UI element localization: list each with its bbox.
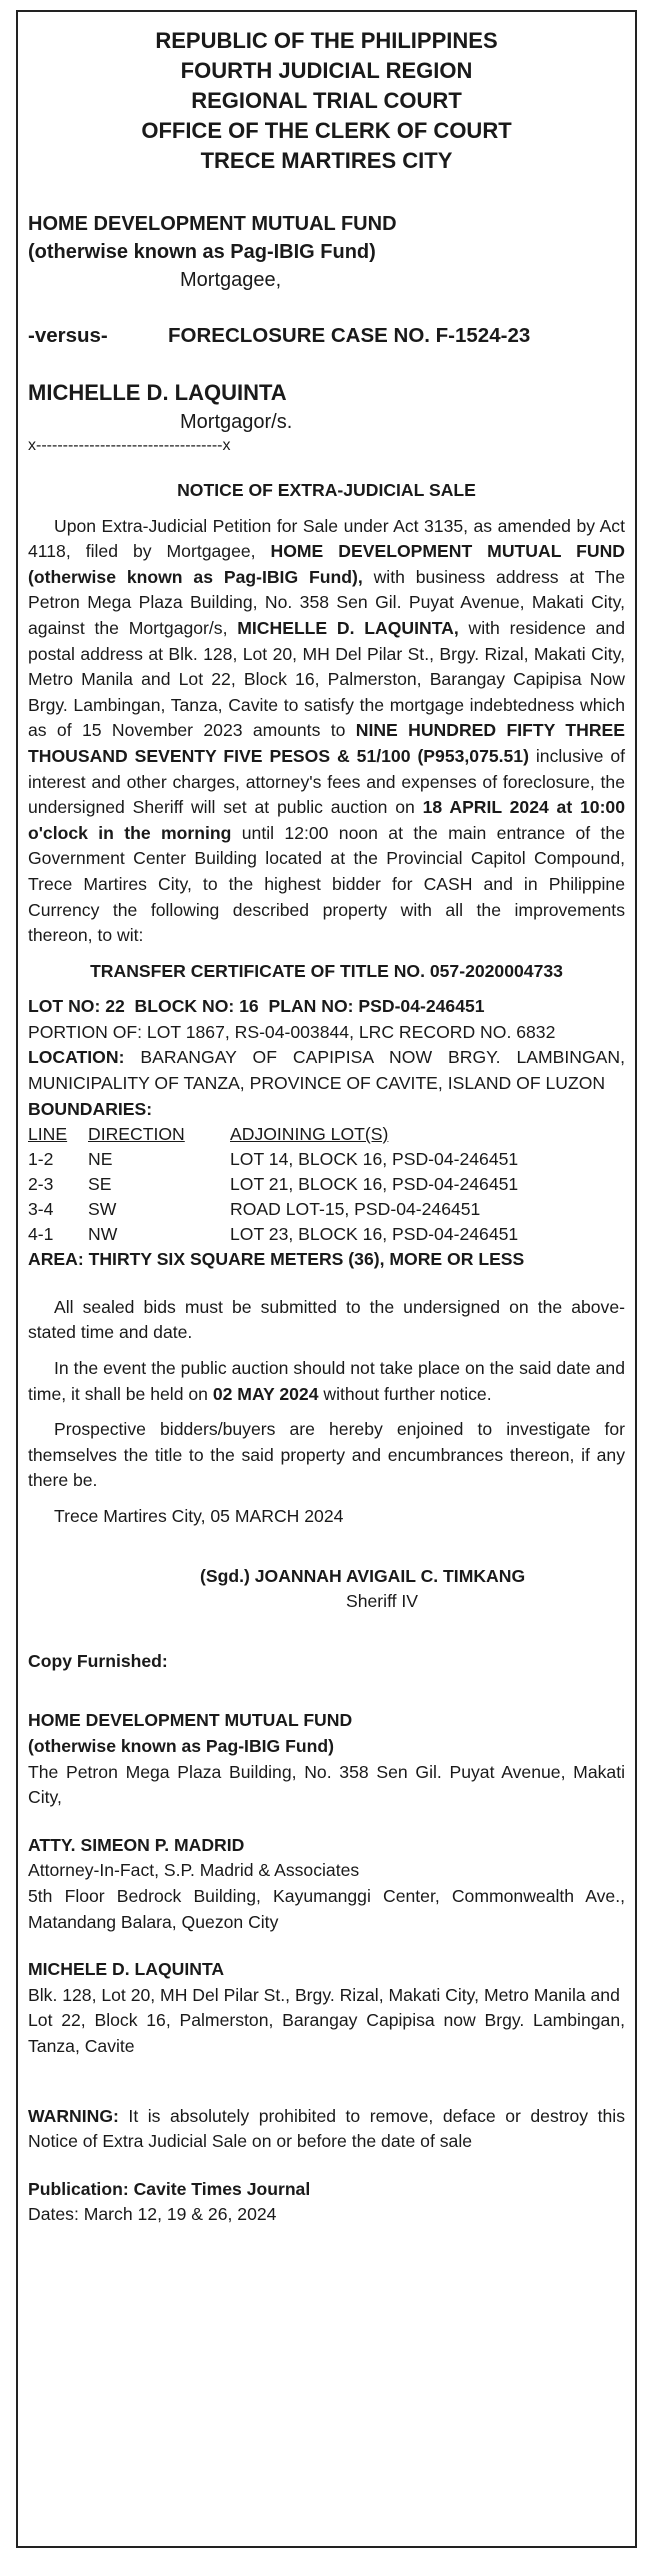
plaintiff-role: Mortgagee, <box>180 269 282 291</box>
recipient-firm: Attorney-In-Fact, S.P. Madrid & Associates <box>28 1860 360 1881</box>
notice-title: NOTICE OF EXTRA-JUDICIAL SALE <box>177 480 476 500</box>
p1-text-a: Upon Extra-Judicial Petition for Sale under Act 3135, as amended by Act 4118, filed by Mortgagee, <box>28 515 625 562</box>
notice-paragraph-4: Prospective bidders/buyers are hereby enjoined to investigate for themselves the title to the said property and encumbrances thereon, if any there be. <box>28 1419 625 1491</box>
table-cell: NW <box>88 1224 118 1245</box>
lot-line: LOT NO: 22 BLOCK NO: 16 PLAN NO: PSD-04-246451 <box>28 996 485 1017</box>
copy-recipient-2 <box>28 1833 625 1935</box>
tct-number: TRANSFER CERTIFICATE OF TITLE NO. 057-2020004733 <box>90 960 563 981</box>
column-header: DIRECTION <box>88 1124 185 1145</box>
p1-text-i: until 12:00 noon at the main entrance of the Government Center Building located at the Provincial Capitol Compound, Trece Martires City, to the highest bidder for CASH and in Philippine Currency the following described property with all the improvements thereon, to wit: <box>28 822 625 946</box>
defendant-role: Mortgagor/s. <box>180 411 293 433</box>
publication-dates: Dates: March 12, 19 & 26, 2024 <box>28 2204 277 2225</box>
location-line <box>28 1045 625 1096</box>
place-and-date: Trece Martires City, 05 MARCH 2024 <box>54 1506 344 1526</box>
copy-recipient-1 <box>28 1708 625 1810</box>
p3-text-c: without further notice. <box>318 1383 492 1404</box>
location-label: LOCATION: <box>28 1047 125 1068</box>
defendant-name: MICHELLE D. LAQUINTA <box>28 380 287 405</box>
table-cell: ROAD LOT-15, PSD-04-246451 <box>230 1199 481 1220</box>
column-header: ADJOINING LOT(S) <box>230 1124 389 1145</box>
warning-label: WARNING: <box>28 2105 119 2126</box>
table-cell: 3-4 <box>28 1199 54 1220</box>
header-line-3: REGIONAL TRIAL COURT <box>191 88 462 113</box>
table-cell: LOT 14, BLOCK 16, PSD-04-246451 <box>230 1149 519 1170</box>
sheriff-title: Sheriff IV <box>346 1591 419 1612</box>
caption-separator: x-----------------------------------x <box>28 437 231 454</box>
table-row <box>28 1172 625 1197</box>
p1-text-e: with residence and postal address at Blk. 128, Lot 20, MH Del Pilar St., Brgy. Rizal, Makati City, Metro Manila and Lot 22, Block 16, Palmerston, Barangay Capipisa Now Brgy. Lambingan, Tanza, Cavite to satisfy the mortgage indebtedness which as of 15 November 2023 amounts to <box>28 617 625 741</box>
boundaries-table <box>28 1122 625 1247</box>
boundaries-header-row <box>28 1122 625 1147</box>
column-header: LINE <box>28 1124 68 1145</box>
alternate-auction-date: 02 MAY 2024 <box>212 1383 319 1404</box>
plaintiff-aka: (otherwise known as Pag-IBIG Fund) <box>28 241 376 263</box>
mortgagee-name: HOME DEVELOPMENT MUTUAL FUND (otherwise known as Pag-IBIG Fund), <box>28 541 625 587</box>
header-line-4: OFFICE OF THE CLERK OF COURT <box>141 118 512 143</box>
recipient-name: HOME DEVELOPMENT MUTUAL FUND <box>28 1710 353 1731</box>
table-cell: 4-1 <box>28 1224 54 1245</box>
notice-paragraph-3 <box>28 1356 625 1407</box>
table-cell: LOT 21, BLOCK 16, PSD-04-246451 <box>230 1174 519 1195</box>
table-row <box>28 1147 625 1172</box>
header-line-5: TRECE MARTIRES CITY <box>200 148 453 173</box>
warning-text: It is absolutely prohibited to remove, deface or destroy this Notice of Extra Judicial Sale on or before the date of sale <box>28 2105 625 2152</box>
header-line-1: REPUBLIC OF THE PHILIPPINES <box>155 28 498 53</box>
notice-frame <box>16 10 637 2548</box>
publication-label: Publication: <box>28 2178 129 2199</box>
p1-text-c: with business address at The Petron Mega Plaza Building, No. 358 Sen Gil. Puyat Avenue, Makati City, against the Mortgagor/s, <box>28 566 625 638</box>
recipient-name: ATTY. SIMEON P. MADRID <box>28 1834 245 1855</box>
p1-text-g: inclusive of interest and other charges, attorney's fees and expenses of foreclosure, the undersigned Sheriff will set at public auction on <box>28 745 625 818</box>
publication-paper: Cavite Times Journal <box>128 2178 311 2199</box>
table-cell: 2-3 <box>28 1174 54 1195</box>
recipient-name: MICHELE D. LAQUINTA <box>28 1959 225 1980</box>
notice-paragraph-1 <box>28 514 625 949</box>
recipient-address: Blk. 128, Lot 20, MH Del Pilar St., Brgy. Rizal, Makati City, Metro Manila and <box>28 1984 620 2005</box>
mortgagor-name: MICHELLE D. LAQUINTA, <box>237 617 459 638</box>
recipient-address-2: Lot 22, Block 16, Palmerston, Barangay Capipisa now Brgy. Lambingan, Tanza, Cavite <box>28 2010 625 2056</box>
table-cell: LOT 23, BLOCK 16, PSD-04-246451 <box>230 1224 519 1245</box>
copy-recipient-3 <box>28 1957 625 2059</box>
publication-line <box>28 2177 625 2203</box>
location-text: BARANGAY OF CAPIPISA NOW BRGY. LAMBINGAN, MUNICIPALITY OF TANZA, PROVINCE OF CAVITE, ISLAND OF LUZON <box>28 1047 625 1094</box>
debt-amount: NINE HUNDRED FIFTY THREE THOUSAND SEVENTY FIVE PESOS & 51/100 (P953,075.51) <box>28 720 625 766</box>
court-header <box>28 26 625 176</box>
sheriff-signature-name: (Sgd.) JOANNAH AVIGAIL C. TIMKANG <box>200 1565 526 1586</box>
case-caption <box>28 210 625 456</box>
recipient-address: 5th Floor Bedrock Building, Kayumanggi Center, Commonwealth Ave., Matandang Balara, Quezon City <box>28 1885 625 1932</box>
plaintiff-name: HOME DEVELOPMENT MUTUAL FUND <box>28 213 397 235</box>
table-cell: SW <box>88 1199 117 1220</box>
portion-line: PORTION OF: LOT 1867, RS-04-003844, LRC RECORD NO. 6832 <box>28 1021 556 1042</box>
area-line: AREA: THIRTY SIX SQUARE METERS (36), MORE OR LESS <box>28 1249 525 1270</box>
header-line-2: FOURTH JUDICIAL REGION <box>180 58 473 83</box>
recipient-address: The Petron Mega Plaza Building, No. 358 Sen Gil. Puyat Avenue, Makati City, <box>28 1761 625 1808</box>
table-cell: NE <box>88 1149 113 1170</box>
p3-text-a: In the event the public auction should not take place on the said date and time, it shall be held on <box>28 1358 625 1404</box>
boundaries-label: BOUNDARIES: <box>28 1098 153 1119</box>
notice-paragraph-2: All sealed bids must be submitted to the undersigned on the above-stated time and date. <box>28 1296 625 1343</box>
auction-datetime: 18 APRIL 2024 at 10:00 o'clock in the morning <box>28 797 626 843</box>
warning-notice <box>28 2104 625 2155</box>
table-cell: SE <box>88 1174 112 1195</box>
table-cell: 1-2 <box>28 1149 54 1170</box>
table-row <box>28 1222 625 1247</box>
recipient-name-aka: (otherwise known as Pag-IBIG Fund) <box>28 1735 334 1756</box>
case-number: FORECLOSURE CASE NO. F-1524-23 <box>168 324 531 347</box>
copy-furnished-label: Copy Furnished: <box>28 1650 168 1671</box>
table-row <box>28 1197 625 1222</box>
versus-label: -versus- <box>28 324 108 347</box>
